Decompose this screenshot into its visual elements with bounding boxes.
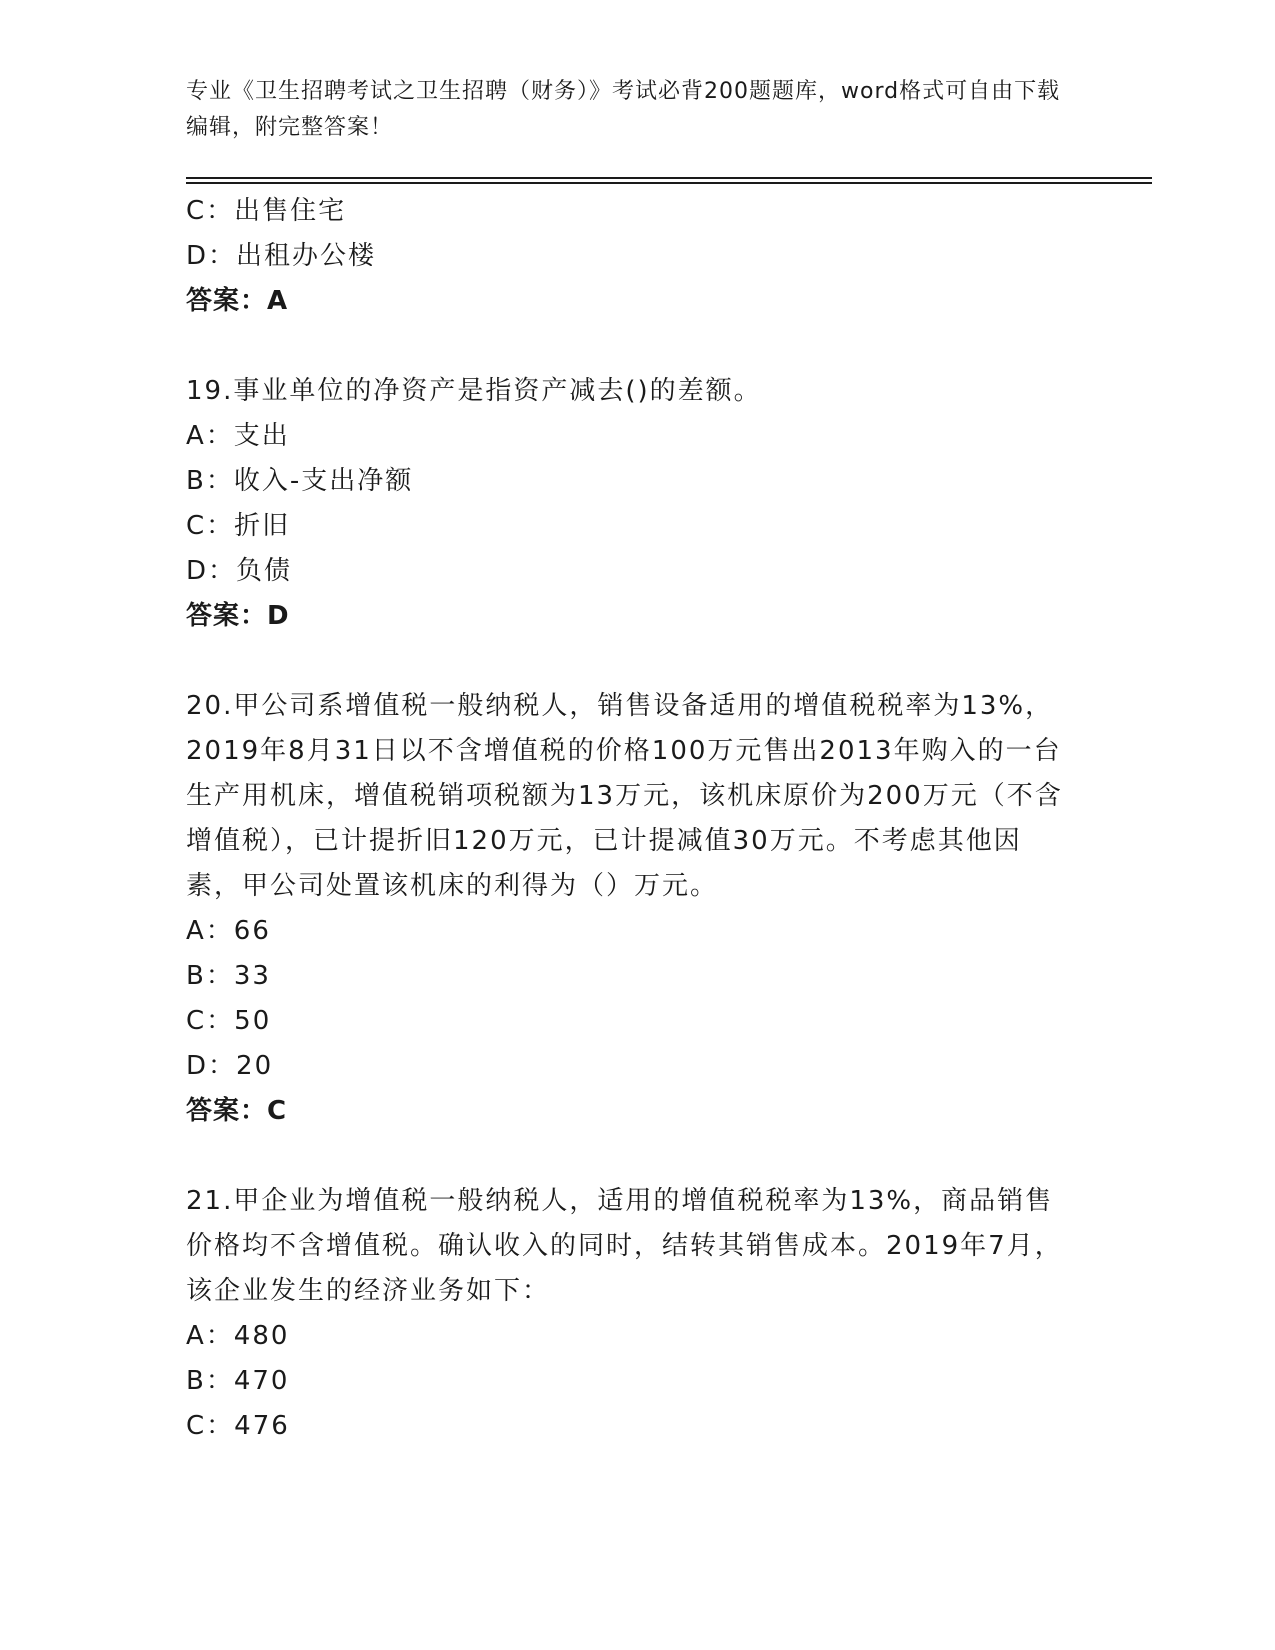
q19-answer: 答案：D (186, 601, 290, 631)
q20-option-d: D：20 (186, 1051, 274, 1081)
spacer (186, 1134, 1066, 1179)
q20-option-c: C：50 (186, 1006, 272, 1036)
q19-option-b: B：收入-支出净额 (186, 466, 414, 496)
q20-option-b: B：33 (186, 961, 271, 991)
q19-option-a: A：支出 (186, 421, 290, 451)
spacer (186, 324, 1066, 369)
question-21-text: 21.甲企业为增值税一般纳税人，适用的增值税税率为13%，商品销售价格均不含增值税。确认收入的同时，结转其销售成本。2019年7月，该企业发生的经济业务如下： (186, 1186, 1063, 1306)
question-19-text: 19.事业单位的净资产是指资产减去()的差额。 (186, 376, 762, 406)
q19-option-d: D：负债 (186, 556, 293, 586)
document-body (186, 189, 1066, 1449)
option-d: D：出租办公楼 (186, 241, 377, 271)
q21-option-b: B：470 (186, 1366, 290, 1396)
header-divider-bottom (186, 182, 1152, 184)
q20-option-a: A：66 (186, 916, 271, 946)
spacer (186, 639, 1066, 684)
header-divider-top (186, 177, 1152, 179)
option-c: C：出售住宅 (186, 196, 347, 226)
answer-line: 答案：A (186, 286, 289, 316)
q19-option-c: C：折旧 (186, 511, 291, 541)
question-20-text: 20.甲公司系增值税一般纳税人，销售设备适用的增值税税率为13%，2019年8月31日以不含增值税的价格100万元售出2013年购入的一台生产用机床，增值税销项税额为13万元，该机床原价为200万元（不含增值税），已计提折旧120万元，已计提减值30万元。不考虑其他因素，甲公司处置该机床的利得为（）万元。 (186, 691, 1063, 901)
q21-option-a: A：480 (186, 1321, 290, 1351)
q21-option-c: C：476 (186, 1411, 290, 1441)
q20-answer: 答案：C (186, 1096, 288, 1126)
page-header: 专业《卫生招聘考试之卫生招聘（财务）》考试必背200题题库，word格式可自由下载编辑，附完整答案！ (186, 79, 1061, 140)
